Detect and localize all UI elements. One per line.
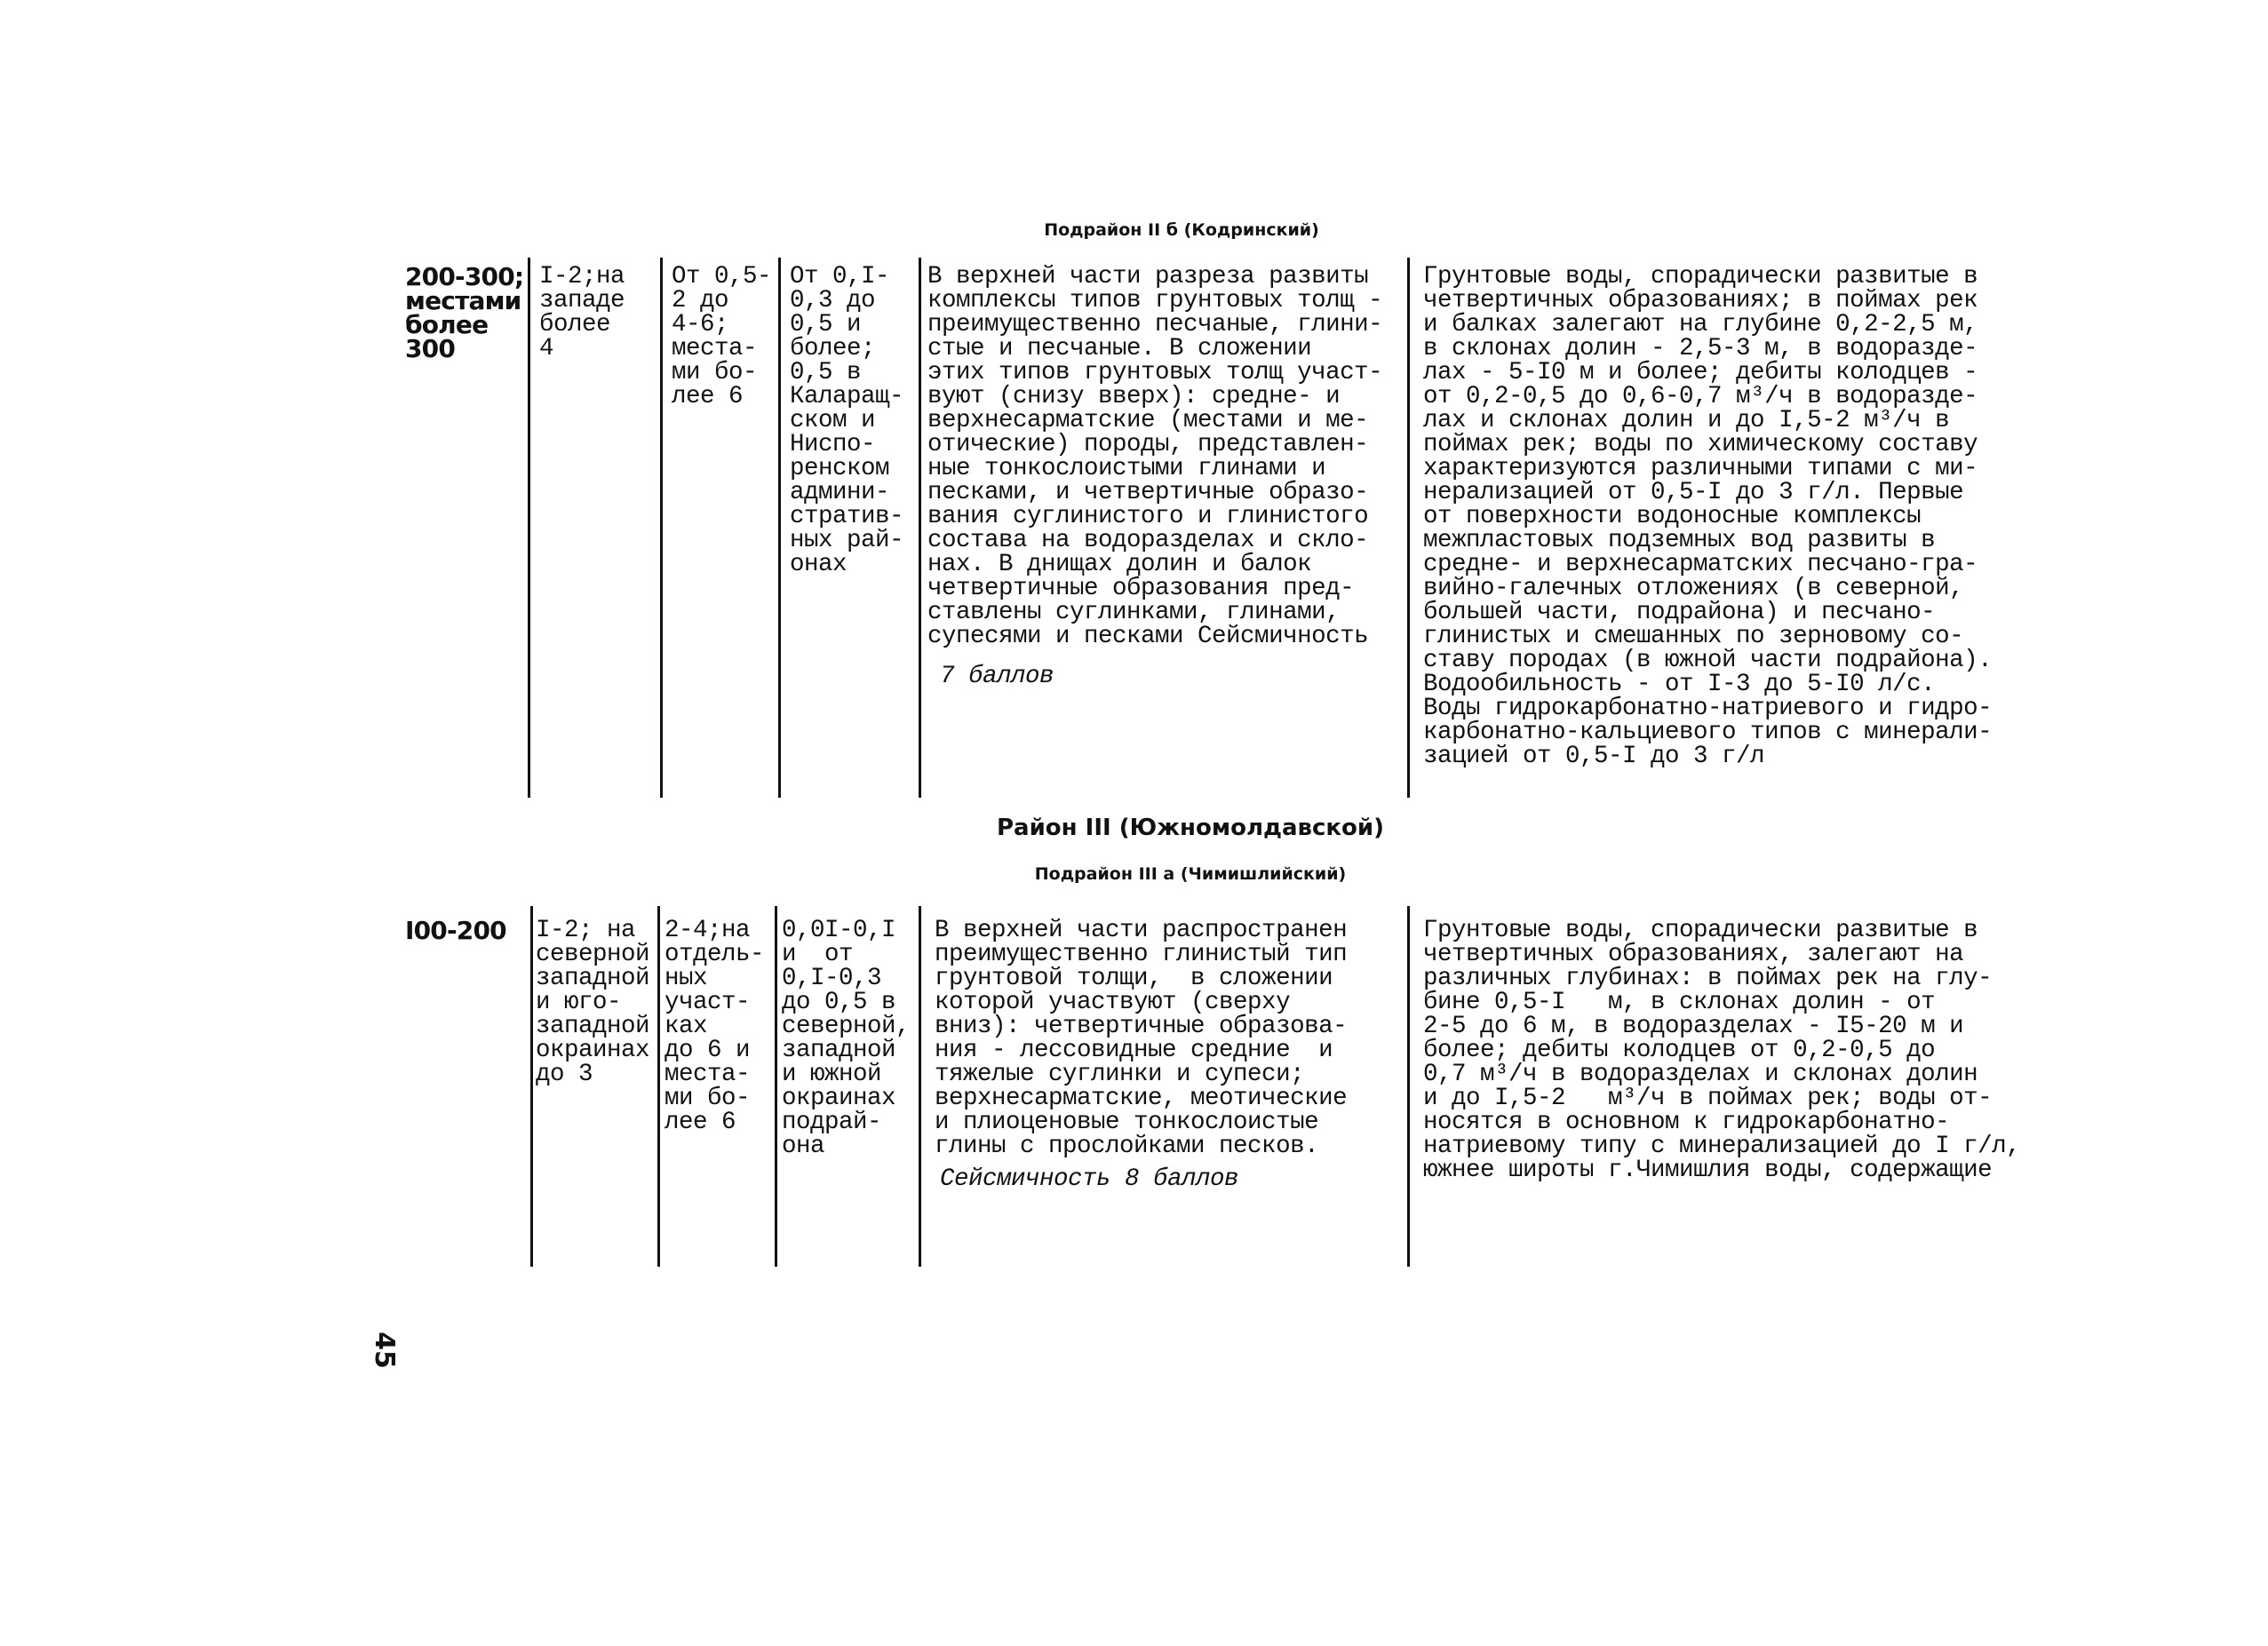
column-divider: [778, 258, 781, 798]
depth-cell: I00-200: [405, 916, 506, 945]
seismic-rating: 7 баллов: [940, 663, 1054, 690]
subdistrict-title: Подрайон II б (Кодринский): [1044, 220, 1319, 240]
page-number: 45: [369, 1332, 400, 1369]
table-cell: I-2;на западе более 4: [539, 263, 625, 362]
column-divider: [775, 906, 777, 1267]
description-cell: В верхней части разреза развиты комплексы типов грунтовых толщ - преимущественно песчаные, глини- стые и песчаные. В сложении этих типов грунтовых толщ участ- вуют (снизу вверх): средне- и верхнесарматские (местами и ме- отические) породы, представлен- ные тонкослоистыми глинами и песками, и четвертичные образо- вания суглинистого и глинистого состава на водоразделах и скло- нах. В днищах долин и балок четвертичные образования пред- ставлены суглинками, глинами, супесями и песками Сейсмичность: [927, 263, 1383, 650]
column-divider: [660, 258, 663, 798]
groundwater-cell: Грунтовые воды, спорадически развитые в четвертичных образованиях; в поймах рек и балках залегают на глубине 0,2-2,5 м, в склонах долин - 2,5-3 м, в водоразде- лах - 5-I0 м и более; дебиты колодцев - от 0,2-0,5 до 0,6-0,7 м³/ч в водоразде- лах и склонах долин и до I,5-2 м³/ч в поймах рек; воды по химическому составу характеризуются различными типами с ми- нерализацией от 0,5-I до 3 г/л. Первые от поверхности водоносные комплексы межпластовых подземных вод развиты в средне- и верхнесарматских песчано-гра- вийно-галечных отложениях (в северной, большей части, подрайона) и песчано- глинистых и смешанных по зерновому со- ставу породах (в южной части подрайона). Водообильность - от I-3 до 5-I0 л/с. Воды гидрокарбонатно-натриевого и гидро- карбонатно-кальциевого типов с минерали- зацией от 0,5-I до 3 г/л: [1423, 263, 1993, 770]
column-divider: [919, 906, 921, 1267]
table-cell: 2-4;на отдель- ных участ- ках до 6 и места- ми бо- лее 6: [664, 917, 765, 1136]
table-cell: I-2; на северной западной и юго- западной окраинах до 3: [536, 917, 650, 1088]
column-divider: [657, 906, 660, 1267]
column-divider: [1407, 906, 1410, 1267]
depth-cell: 200-300; местами более 300: [405, 262, 524, 363]
column-divider: [528, 258, 530, 798]
subdistrict-title: Подрайон III а (Чимишлийский): [1034, 864, 1347, 884]
table-cell: От 0,I- 0,3 до 0,5 и более; 0,5 в Каларащ- ском и Ниспо- ренском админи- стратив- ных рай- онах: [790, 263, 904, 578]
column-divider: [919, 258, 921, 798]
seismic-rating: Сейсмичность 8 баллов: [940, 1165, 1239, 1193]
column-divider: [530, 906, 533, 1267]
groundwater-cell: Грунтовые воды, спорадически развитые в четвертичных образованиях, залегают на различных глубинах: в поймах рек на глу- бине 0,5-I м, в склонах долин - от 2-5 до 6 м, в водоразделах - I5-20 м и более; дебиты колодцев от 0,2-0,5 до 0,7 м³/ч в водоразделах и склонах долин и до I,5-2 м³/ч в поймах рек; воды от- носятся в основном к гидрокарбонатно- натриевому типу с минерализацией до I г/л, южнее широты г.Чимишлия воды, содержащие: [1423, 917, 2021, 1184]
table-cell: 0,0I-0,I и от 0,I-0,3 до 0,5 в северной, западной и южной окраинах подрай- она: [782, 917, 911, 1160]
table-cell: От 0,5- 2 до 4-6; места- ми бо- лее 6: [672, 263, 772, 410]
column-divider: [1407, 258, 1410, 798]
description-cell: В верхней части распространен преимущественно глинистый тип грунтовой толщи, в сложении которой участвуют (сверху вниз): четвертичные образова- ния - лессовидные средние и тяжелые суглинки и супеси; верхнесарматские, меотические и плиоценовые тонкослоистые глины с прослойками песков.: [935, 917, 1348, 1160]
district-title: Район III (Южномолдавской): [996, 815, 1385, 841]
